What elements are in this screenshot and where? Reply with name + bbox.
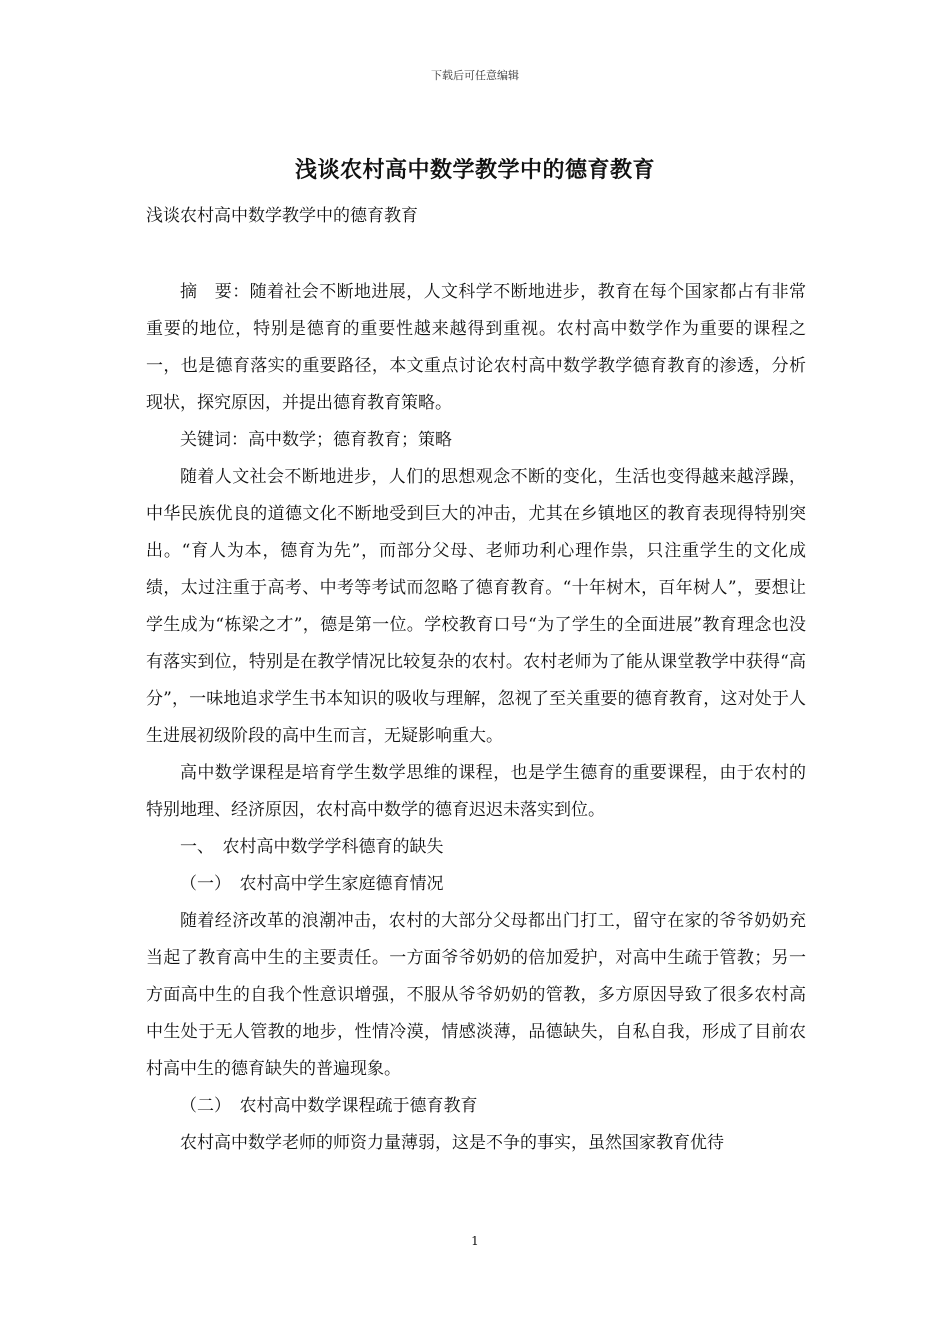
document-subtitle: 浅谈农村高中数学教学中的德育教育 [146,206,418,226]
subsection-1-paragraph: 随着经济改革的浪潮冲击，农村的大部分父母都出门打工，留守在家的爷爷奶奶充当起了教育高中生的主要责任。一方面爷爷奶奶的倍加爱护，对高中生疏于管教；另一方面高中生的自我个性意识增强，不服从爷爷奶奶的管教，多方原因导致了很多农村高中生处于无人管教的地步，性情冷漠，情感淡薄，品德缺失，自私自我，形成了目前农村高中生的德育缺失的普遍现象。 [146,911,806,1079]
subsection-2-heading: （二） 农村高中数学课程疏于德育教育 [180,1096,478,1116]
intro-paragraph-1: 随着人文社会不断地进步，人们的思想观念不断的变化，生活也变得越来越浮躁，中华民族优良的道德文化不断地受到巨大的冲击，尤其在乡镇地区的教育表现得特别突出。“育人为本，德育为先”，而部分父母、老师功利心理作祟，只注重学生的文化成绩，太过注重于高考、中考等考试而忽略了德育教育。“十年树木，百年树人”，要想让学生成为“栋梁之才”，德是第一位。学校教育口号“为了学生的全面进展”教育理念也没有落实到位，特别是在教学情况比较复杂的农村。农村老师为了能从课堂教学中获得“高分”，一味地追求学生书本知识的吸收与理解，忽视了至关重要的德育教育，这对处于人生进展初级阶段的高中生而言，无疑影响重大。 [146,467,806,746]
page-number: 1 [471,1234,479,1248]
section-1-heading: 一、 农村高中数学学科德育的缺失 [180,837,444,857]
subsection-2-paragraph: 农村高中数学老师的师资力量薄弱，这是不争的事实，虽然国家教育优待 [180,1133,724,1153]
document-title: 浅谈农村高中数学教学中的德育教育 [294,157,655,183]
page-header: 下载后可任意编辑 [431,69,519,82]
document-body [146,274,806,1162]
abstract-paragraph: 摘 要：随着社会不断地进展，人文科学不断地进步，教育在每个国家都占有非常重要的地位，特别是德育的重要性越来越得到重视。农村高中数学作为重要的课程之一，也是德育落实的重要路径，本文重点讨论农村高中数学教学德育教育的渗透，分析现状，探究原因，并提出德育教育策略。 [146,282,806,413]
intro-paragraph-2: 高中数学课程是培育学生数学思维的课程，也是学生德育的重要课程，由于农村的特别地理、经济原因，农村高中数学的德育迟迟未落实到位。 [146,763,806,820]
keywords-line: 关键词：高中数学；德育教育；策略 [180,430,452,450]
subsection-1-heading: （一） 农村高中学生家庭德育情况 [180,874,444,894]
